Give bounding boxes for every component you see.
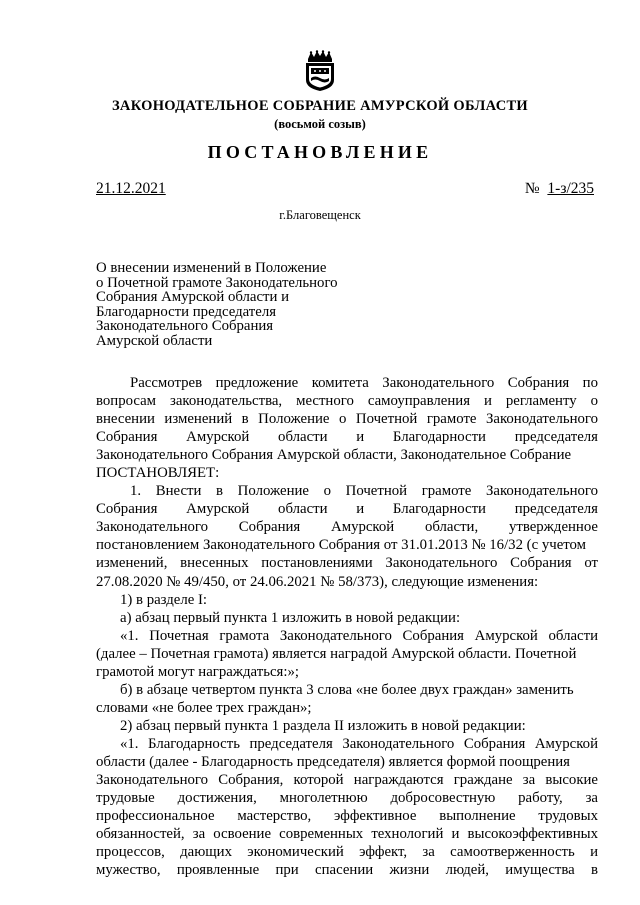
document-type: ПОСТАНОВЛЕНИЕ <box>207 142 433 162</box>
convocation: (восьмой созыв) <box>274 117 366 131</box>
body-line: области (далее - Благодарность председателя) является формой поощрения <box>96 753 570 770</box>
body-line: «1. Благодарность председателя Законодательного Собрания Амурской <box>120 735 598 752</box>
body-line: (далее – Почетная грамота) является наградой Амурской области. Почетной <box>96 645 577 662</box>
document-subject <box>96 261 356 349</box>
subject-line: Собрания Амурской области и <box>96 289 290 306</box>
document-body <box>96 374 598 879</box>
subject-line: О внесении изменений в Положение <box>96 260 327 276</box>
city: г.Благовещенск <box>279 208 361 222</box>
amur-oblast-coat-of-arms-icon <box>303 50 337 92</box>
body-line: Законодательного Собрания Амурской области, утвержденное <box>96 519 598 536</box>
subject-line: Амурской области <box>96 332 213 349</box>
body-line: обязанностей, за освоение современных технологий и высокоэффективных <box>96 826 598 843</box>
body-line: грамотой могут награждаться:»; <box>96 663 299 680</box>
subject-line: Благодарности председателя <box>96 303 277 320</box>
body-line: 27.08.2020 № 49/450, от 24.06.2021 № 58/373), следующие изменения: <box>96 573 539 590</box>
number-sign: № <box>524 180 540 197</box>
body-line: ПОСТАНОВЛЯЕТ: <box>96 465 220 482</box>
body-line: Законодательного Собрания, которой награждаются граждане за высокие <box>96 772 598 789</box>
body-line: Законодательного Собрания Амурской области, Законодательное Собрание <box>96 447 572 464</box>
body-line: Собрания Амурской области и Благодарности председателя <box>96 501 598 518</box>
subject-line: о Почетной грамоте Законодательного <box>96 274 338 291</box>
body-line: вопросам законодательства, местного самоуправления и регламенту о <box>96 393 598 410</box>
body-line: словами «не более трех граждан»; <box>96 699 312 716</box>
body-line: «1. Почетная грамота Законодательного Собрания Амурской области <box>120 627 598 644</box>
body-line: б) в абзаце четвертом пункта 3 слова «не более двух граждан» заменить <box>120 681 574 698</box>
body-line: 1) в разделе I: <box>120 591 208 608</box>
body-line: внесении изменений в Положение о Почетной грамоте Законодательного <box>96 411 598 428</box>
document-number <box>525 180 594 198</box>
body-line: изменений, внесенных постановлениями Законодательного Собрания от <box>96 555 598 572</box>
body-line: постановлением Законодательного Собрания от 31.01.2013 № 16/32 (с учетом <box>96 537 587 554</box>
body-line: мужество, проявленные при спасении жизни людей, имущества в <box>96 862 598 879</box>
body-line: 2) абзац первый пункта 1 раздела II изложить в новой редакции: <box>120 717 526 734</box>
body-line: а) абзац первый пункта 1 изложить в новой редакции: <box>120 609 461 626</box>
body-line: профессиональное мастерство, эффективное выполнение трудовых <box>96 808 598 825</box>
body-line: Рассмотрев предложение комитета Законодательного Собрания по <box>130 375 598 391</box>
document-date: 21.12.2021 <box>96 180 166 197</box>
subject-line: Законодательного Собрания <box>96 318 274 335</box>
body-line: процессов, дающих экономический эффект, за самоотверженность и <box>96 844 598 861</box>
organization-name: ЗАКОНОДАТЕЛЬНОЕ СОБРАНИЕ АМУРСКОЙ ОБЛАСТИ <box>111 98 529 114</box>
body-line: 1. Внести в Положение о Почетной грамоте Законодательного <box>130 483 598 500</box>
number-value: 1-з/235 <box>547 180 594 197</box>
body-line: Собрания Амурской области и Благодарности председателя <box>96 429 598 446</box>
body-line: трудовые достижения, многолетнюю добросовестную работу, за <box>96 790 598 807</box>
